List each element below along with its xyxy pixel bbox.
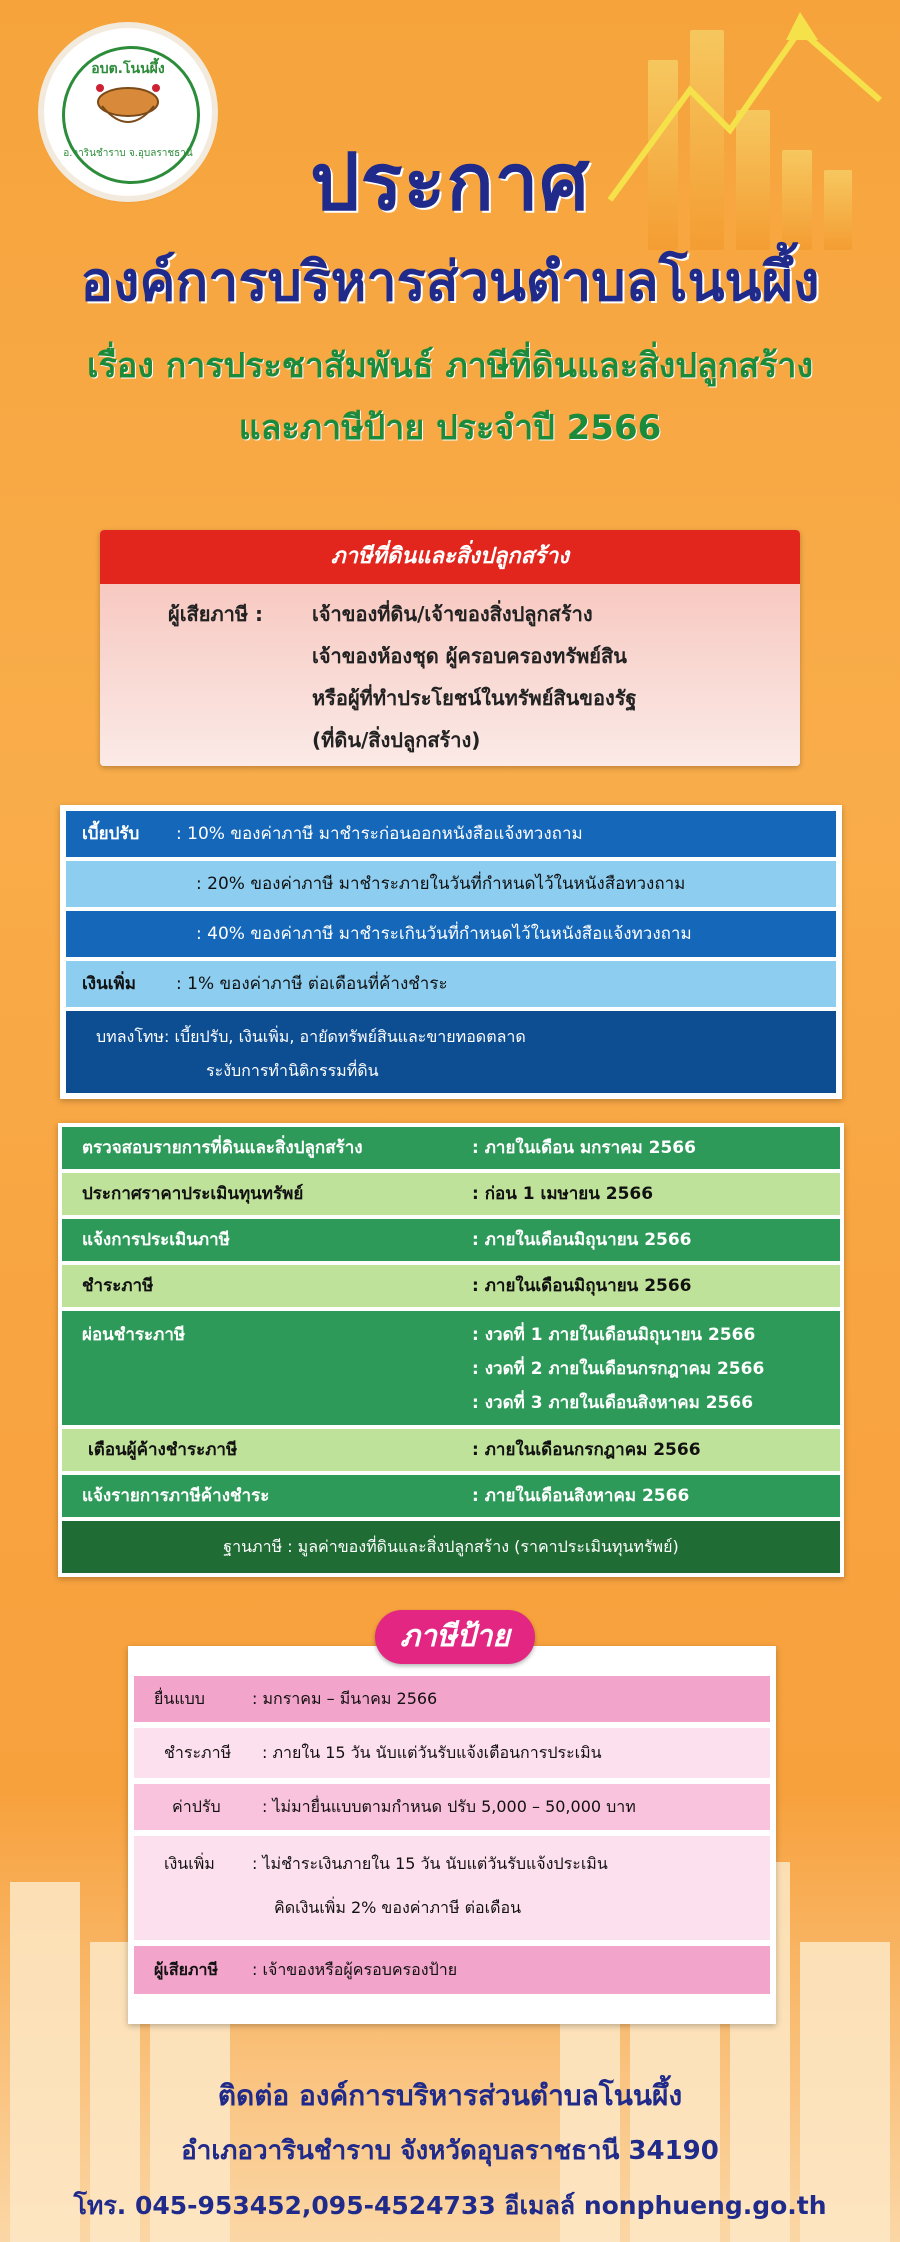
- sign-tax-value: : ไม่มายื่นแบบตามกำหนด ปรับ 5,000 – 50,000 บาท: [262, 1797, 636, 1816]
- schedule-value: : งวดที่ 2 ภายในเดือนกรกฎาคม 2566: [472, 1359, 765, 1379]
- surcharge-row: [66, 961, 836, 1007]
- payer-line: (ที่ดิน/สิ่งปลูกสร้าง): [312, 728, 481, 752]
- announcement-title: ประกาศ: [310, 138, 590, 228]
- schedule-row: [62, 1127, 840, 1169]
- fine-row-2: [66, 861, 836, 907]
- sign-tax-label: ชำระภาษี: [164, 1743, 232, 1762]
- schedule-value: : ก่อน 1 เมษายน 2566: [472, 1184, 654, 1204]
- sign-tax-row: [134, 1946, 770, 1994]
- sign-tax-value: : ไม่ชำระเงินภายใน 15 วัน นับแต่วันรับแจ้งประเมิน: [252, 1854, 608, 1873]
- schedule-row: [62, 1265, 840, 1307]
- sign-tax-badge: ภาษีป้าย: [375, 1610, 535, 1664]
- schedule-row: [62, 1219, 840, 1261]
- subject-line-2: และภาษีป้าย ประจำปี 2566: [238, 408, 662, 448]
- sign-tax-label: เงินเพิ่ม: [164, 1854, 215, 1873]
- surcharge-text: : 1% ของค่าภาษี ต่อเดือนที่ค้างชำระ: [176, 974, 448, 994]
- fine-text: : 40% ของค่าภาษี มาชำระเกินวันที่กำหนดไว้ในหนังสือแจ้งทวงถาม: [196, 924, 692, 944]
- penalty-footer: [66, 1011, 836, 1093]
- schedule-label: เตือนผู้ค้างชำระภาษี: [88, 1440, 238, 1460]
- schedule-label: ผ่อนชำระภาษี: [82, 1325, 186, 1345]
- sign-tax-row: [134, 1784, 770, 1830]
- sign-tax-value: : มกราคม – มีนาคม 2566: [252, 1689, 438, 1708]
- schedule-value: : ภายในเดือน มกราคม 2566: [472, 1138, 696, 1158]
- schedule-label: แจ้งรายการภาษีค้างชำระ: [82, 1486, 270, 1506]
- payer-label: ผู้เสียภาษี :: [168, 602, 264, 626]
- payer-line: เจ้าของห้องชุด ผู้ครอบครองทรัพย์สิน: [312, 644, 627, 668]
- schedule-label: ชำระภาษี: [82, 1276, 154, 1296]
- sign-tax-value: : เจ้าของหรือผู้ครอบครองป้าย: [252, 1960, 458, 1979]
- land-tax-heading: ภาษีที่ดินและสิ่งปลูกสร้าง: [100, 530, 800, 584]
- payer-line: หรือผู้ที่ทำประโยชน์ในทรัพย์สินของรัฐ: [312, 686, 637, 710]
- schedule-row-installments: [62, 1311, 840, 1425]
- fine-text: : 10% ของค่าภาษี มาชำระก่อนออกหนังสือแจ้งทวงถาม: [176, 824, 583, 844]
- sign-tax-row: [134, 1676, 770, 1722]
- schedule-value: : ภายในเดือนมิถุนายน 2566: [472, 1230, 692, 1250]
- schedule-row: [62, 1429, 840, 1471]
- schedule-label: ตรวจสอบรายการที่ดินและสิ่งปลูกสร้าง: [82, 1138, 363, 1158]
- schedule-value: : ภายในเดือนสิงหาคม 2566: [472, 1486, 690, 1506]
- subject-line-1: เรื่อง การประชาสัมพันธ์ ภาษีที่ดินและสิ่งปลูกสร้าง: [86, 346, 814, 386]
- schedule-panel: [58, 1123, 844, 1577]
- sign-tax-row: [134, 1728, 770, 1778]
- schedule-label: ประกาศราคาประเมินทุนทรัพย์: [82, 1184, 304, 1204]
- contact-line-2: อำเภอวารินชำราบ จังหวัดอุบลราชธานี 34190: [181, 2136, 719, 2166]
- schedule-value: : ภายในเดือนกรกฎาคม 2566: [472, 1440, 701, 1460]
- schedule-label: แจ้งการประเมินภาษี: [82, 1230, 230, 1250]
- fine-row-3: [66, 911, 836, 957]
- org-name: องค์การบริหารส่วนตำบลโนนผึ้ง: [80, 250, 820, 313]
- schedule-row: [62, 1173, 840, 1215]
- fine-label: เบี้ยปรับ: [82, 824, 140, 844]
- penalty-footer-line: ระงับการทำนิติกรรมที่ดิน: [206, 1061, 379, 1080]
- tax-base-footer: ฐานภาษี : มูลค่าของที่ดินและสิ่งปลูกสร้าง (ราคาประเมินทุนทรัพย์): [62, 1521, 840, 1573]
- sign-tax-label: ค่าปรับ: [172, 1797, 221, 1816]
- contact-line-3: โทร. 045-953452,095-4524733 อีเมลล์ nonphueng.go.th: [73, 2191, 827, 2220]
- surcharge-label: เงินเพิ่ม: [82, 974, 136, 994]
- sign-tax-label: ผู้เสียภาษี: [154, 1960, 219, 1979]
- schedule-value: : งวดที่ 1 ภายในเดือนมิถุนายน 2566: [472, 1325, 756, 1345]
- contact-line-1: ติดต่อ องค์การบริหารส่วนตำบลโนนผึ้ง: [217, 2079, 683, 2112]
- payer-line: เจ้าของที่ดิน/เจ้าของสิ่งปลูกสร้าง: [312, 602, 593, 626]
- schedule-row: [62, 1475, 840, 1517]
- fine-text: : 20% ของค่าภาษี มาชำระภายในวันที่กำหนดไว้ในหนังสือทวงถาม: [196, 874, 686, 894]
- sign-tax-value: คิดเงินเพิ่ม 2% ของค่าภาษี ต่อเดือน: [274, 1898, 522, 1917]
- logo-bottom-text: อ.วารินชำราบ จ.อุบลราชธานี: [63, 148, 193, 159]
- sign-tax-label: ยื่นแบบ: [154, 1689, 205, 1708]
- schedule-value: : งวดที่ 3 ภายในเดือนสิงหาคม 2566: [472, 1393, 754, 1413]
- sign-tax-panel: [128, 1646, 776, 2024]
- penalty-footer-line: บทลงโทษ: เบี้ยปรับ, เงินเพิ่ม, อายัดทรัพย์สินและขายทอดตลาด: [96, 1027, 526, 1046]
- schedule-value: : ภายในเดือนมิถุนายน 2566: [472, 1276, 692, 1296]
- logo-top-text: อบต.โนนผึ้ง: [91, 61, 165, 77]
- penalty-panel: [60, 805, 842, 1099]
- fine-row-1: [66, 811, 836, 857]
- land-tax-panel: [100, 530, 800, 766]
- sign-tax-value: : ภายใน 15 วัน นับแต่วันรับแจ้งเตือนการประเมิน: [262, 1743, 602, 1762]
- sign-tax-row: [134, 1836, 770, 1940]
